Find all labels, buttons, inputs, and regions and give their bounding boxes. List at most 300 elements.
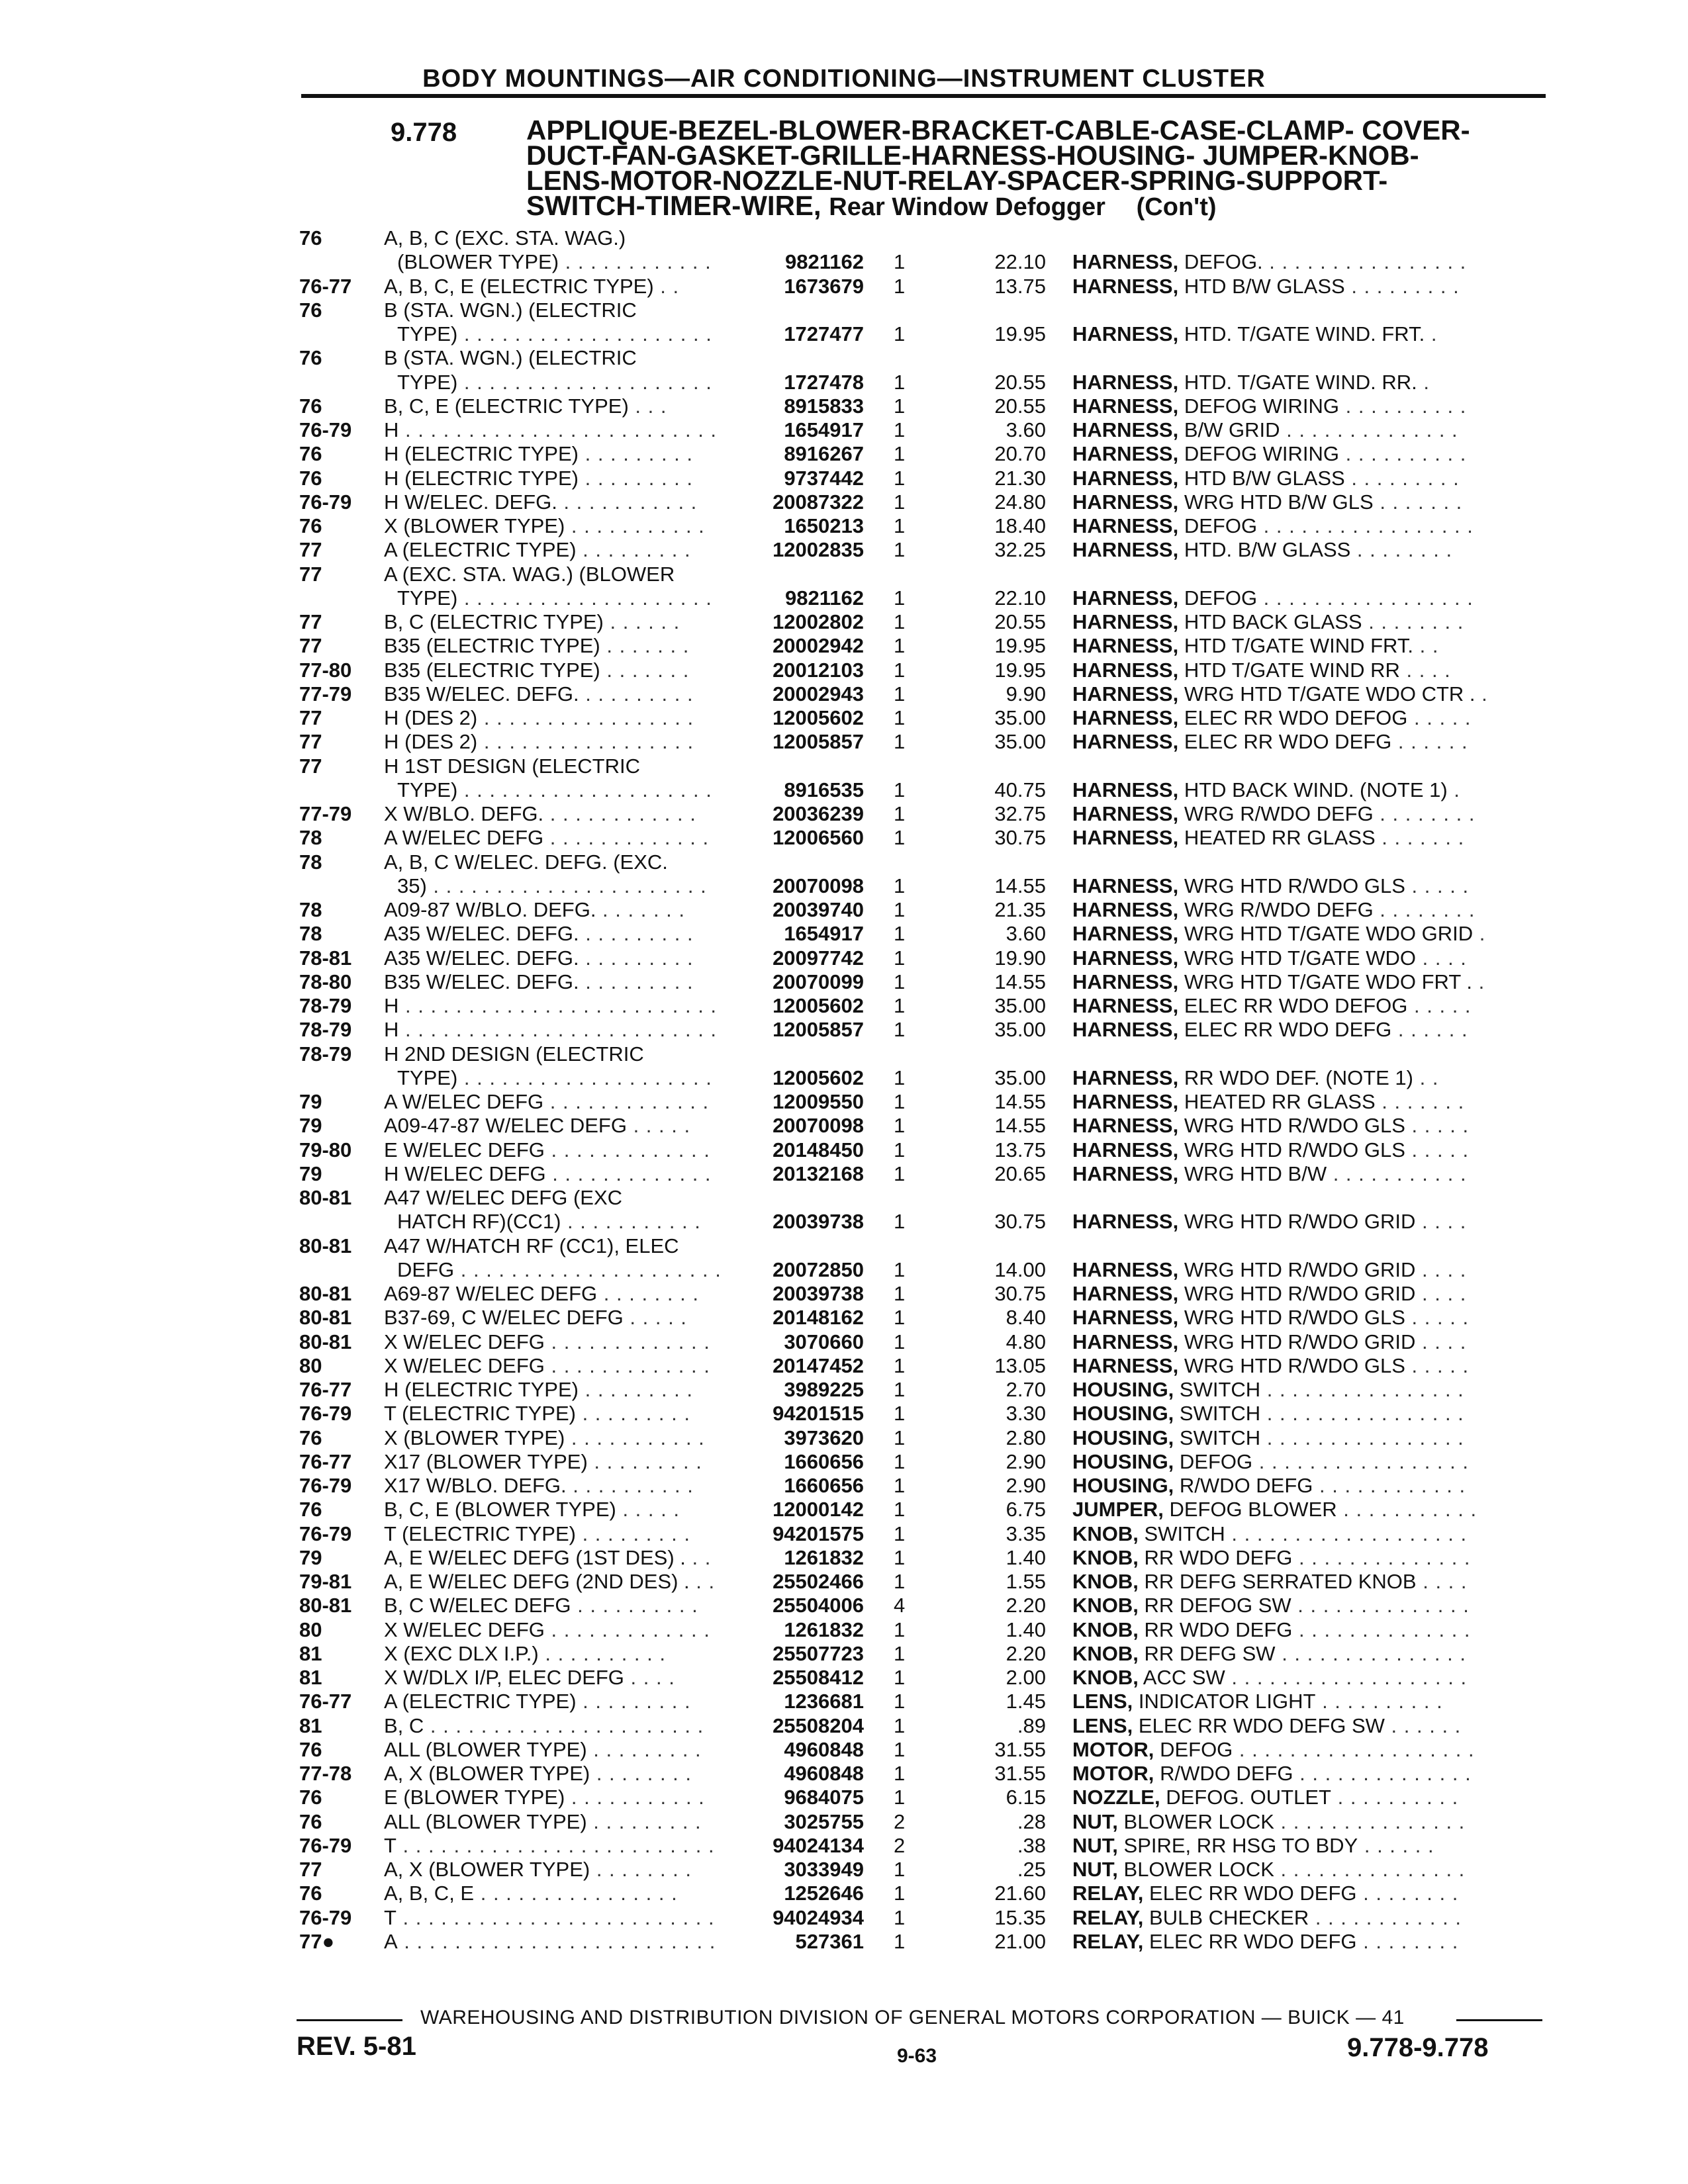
model-description-text: H (ELECTRIC TYPE): [384, 442, 579, 466]
part-detail: DEFOG WIRING: [1184, 394, 1340, 418]
model-description-text: A35 W/ELEC. DEFG.: [384, 922, 579, 946]
model-description-text: TYPE): [397, 778, 458, 801]
leader-dots: .: [1417, 370, 1430, 394]
part-name: [1072, 250, 1466, 274]
model-description: [384, 802, 696, 826]
model-description: [384, 1450, 702, 1474]
model-year: 79: [299, 1114, 322, 1138]
leader-dots: . . . . . . . . . . . . . . . . .: [1257, 586, 1474, 610]
part-noun: KNOB,: [1072, 1594, 1139, 1617]
table-row: [0, 371, 1688, 394]
quantity: 1: [894, 1161, 906, 1185]
part-number: 20148450: [773, 1138, 864, 1161]
quantity: 1: [894, 1114, 906, 1138]
model-description-text: X W/ELEC DEFG: [384, 1353, 545, 1377]
table-row: [0, 802, 1688, 826]
model-year: 80-81: [299, 1330, 352, 1353]
model-year: 77-80: [299, 658, 352, 682]
part-number: 12005857: [773, 730, 864, 754]
quantity: 1: [894, 634, 906, 658]
part-number: 3989225: [784, 1378, 864, 1401]
model-year: 79-80: [299, 1138, 352, 1161]
quantity: 1: [894, 466, 906, 490]
model-description-text: A, E W/ELEC DEFG (2ND DES) .: [384, 1570, 690, 1593]
part-detail: DEFOG WIRING: [1184, 442, 1340, 466]
model-year: 76-79: [299, 1905, 352, 1929]
table-row: [0, 1210, 1688, 1234]
list-price: 9.90: [1006, 682, 1046, 705]
table-row: [0, 275, 1688, 298]
model-year: 76: [299, 1498, 322, 1522]
model-description: [384, 1282, 699, 1306]
quantity: 1: [894, 682, 906, 705]
part-name: [1072, 1618, 1471, 1642]
model-description-text: TYPE): [397, 586, 458, 610]
leader-dots: . . . . . . .: [1375, 1090, 1465, 1113]
model-description-text: A W/ELEC DEFG: [384, 826, 544, 850]
table-row: [0, 1234, 1688, 1258]
part-number: 20070098: [773, 1114, 864, 1138]
list-price: 40.75: [994, 778, 1046, 801]
leader-dots: . . . .: [1415, 1282, 1467, 1305]
model-description: [384, 538, 691, 562]
quantity: 1: [894, 322, 906, 345]
model-year: 76-77: [299, 1449, 352, 1473]
model-description: [397, 250, 712, 274]
model-description-text: A W/ELEC DEFG: [384, 1090, 544, 1113]
table-row: [0, 1138, 1688, 1162]
model-description: [384, 490, 697, 514]
leader-dots: . . . . . . . . . . . . . . . . . . .: [1233, 1737, 1475, 1761]
part-name: [1072, 826, 1464, 850]
model-description: [384, 1594, 698, 1617]
table-row: [0, 970, 1688, 994]
model-year: 78: [299, 922, 322, 946]
model-description: [384, 1354, 710, 1378]
model-description-text: E W/ELEC DEFG: [384, 1138, 545, 1161]
quantity: 1: [894, 1474, 906, 1497]
leader-dots: . . . . . . . . . . .: [565, 1786, 705, 1809]
quantity: 1: [894, 1713, 906, 1737]
list-price: 35.00: [994, 994, 1046, 1017]
leader-dots: . . . . . . . . . . .: [557, 490, 698, 514]
leader-dots: . . . . . . . . . . . . .: [543, 1090, 710, 1113]
leader-dots: . . . . . . . . . . . . . . . . . . . . . . . . .: [399, 994, 718, 1017]
part-name: [1072, 1450, 1469, 1474]
part-name: [1072, 659, 1451, 682]
model-description-text: 35): [397, 874, 427, 897]
table-row: [0, 1186, 1688, 1210]
model-description: [397, 1258, 722, 1282]
leader-dots: . . . . . . . . . . . . . . .: [1274, 1809, 1466, 1833]
table-row: [0, 1906, 1688, 1930]
leader-dots: . . . . . . . . . .: [1339, 394, 1467, 418]
part-name: [1072, 802, 1476, 826]
part-noun: HARNESS,: [1072, 322, 1179, 345]
table-row: [0, 682, 1688, 706]
leader-dots: . . .: [628, 394, 667, 418]
model-year: 76: [299, 394, 322, 418]
table-row: [0, 1042, 1688, 1066]
part-noun: HARNESS,: [1072, 370, 1179, 394]
part-number: 1650213: [784, 514, 864, 537]
leader-dots: . . . . . .: [1391, 730, 1468, 754]
table-row: [0, 1378, 1688, 1402]
list-price: 4.80: [1006, 1330, 1046, 1353]
part-number: 20002943: [773, 682, 864, 705]
model-description: [384, 275, 679, 298]
leader-dots: . . . . . . .: [596, 898, 686, 921]
leader-dots: . . . . . . . . . . . . .: [544, 1353, 710, 1377]
part-number: 1236681: [784, 1690, 864, 1713]
list-price: 31.55: [994, 1737, 1046, 1761]
model-description: [384, 514, 705, 538]
model-description: [384, 1138, 710, 1162]
list-price: 19.95: [994, 322, 1046, 345]
part-detail: HTD T/GATE WIND RR: [1184, 658, 1400, 682]
part-name: [1072, 706, 1472, 730]
list-price: 3.60: [1006, 418, 1046, 441]
table-row: [0, 490, 1688, 514]
table-row: [0, 1258, 1688, 1282]
model-year: 81: [299, 1666, 322, 1689]
leader-dots: . . . .: [624, 1666, 675, 1689]
model-year: 76-77: [299, 1378, 352, 1401]
model-description: [384, 1882, 678, 1905]
model-description: [384, 1498, 680, 1522]
model-description: [397, 586, 712, 610]
leader-dots: . . . . . . . . . .: [1315, 1690, 1443, 1713]
part-number: 4960848: [784, 1762, 864, 1785]
model-description: [384, 826, 709, 850]
part-detail: ELEC RR WDO DEFG: [1184, 1018, 1392, 1042]
leader-dots: . . . . . . . . . . . . . . . . . . . . .: [454, 1257, 722, 1281]
part-detail: ELEC RR WDO DEFG SW: [1138, 1713, 1385, 1737]
list-price: 31.55: [994, 1762, 1046, 1785]
part-noun: HARNESS,: [1072, 1257, 1179, 1281]
model-year: 79: [299, 1161, 322, 1185]
leader-dots: . . . . . . . . . . . . . . . . . . . . . .: [426, 874, 707, 897]
leader-dots: . . . . .: [616, 1498, 680, 1522]
leader-dots: . . . . . . . . . . . . . . . . .: [1252, 1449, 1469, 1473]
leader-dots: . . . .: [1416, 1570, 1468, 1593]
part-detail: HTD T/GATE WIND FRT.: [1184, 634, 1413, 658]
part-noun: MOTOR,: [1072, 1737, 1154, 1761]
part-name: [1072, 1714, 1461, 1738]
model-description: [384, 1114, 690, 1138]
model-year: 80-81: [299, 1306, 352, 1330]
part-noun: KNOB,: [1072, 1617, 1139, 1641]
part-name: [1072, 1546, 1471, 1570]
leader-dots: . . . . . . . . . . . . . .: [1293, 1762, 1472, 1785]
quantity: 1: [894, 418, 906, 441]
list-price: 35.00: [994, 730, 1046, 754]
table-row: [0, 1090, 1688, 1114]
part-detail: HTD. T/GATE WIND. RR.: [1184, 370, 1417, 394]
part-name: [1072, 1138, 1469, 1162]
list-price: 2.20: [1006, 1641, 1046, 1665]
model-description: [384, 1762, 692, 1786]
part-number: 12002802: [773, 610, 864, 633]
part-name: [1072, 1594, 1470, 1617]
part-number: 20087322: [773, 490, 864, 514]
part-name: [1072, 1882, 1458, 1905]
model-year: 77: [299, 754, 322, 778]
model-description: [384, 1162, 712, 1186]
part-detail: RR WDO DEFG: [1144, 1617, 1293, 1641]
part-number: 20132168: [773, 1161, 864, 1185]
leader-dots: . . . . . . . . . . . . . . .: [1275, 1641, 1466, 1665]
table-row: [0, 1738, 1688, 1762]
list-price: 21.60: [994, 1882, 1046, 1905]
leader-dots: . . . . . .: [1358, 1833, 1434, 1857]
model-description-text: B, C W/ELEC DEFG: [384, 1594, 571, 1617]
part-name: [1072, 1258, 1466, 1282]
table-row: [0, 467, 1688, 490]
model-description-text: T (ELECTRIC TYPE): [384, 1522, 576, 1545]
table-row: [0, 922, 1688, 946]
quantity: 1: [894, 1545, 906, 1569]
part-detail: HTD. B/W GLASS: [1184, 538, 1351, 562]
part-noun: HARNESS,: [1072, 1138, 1179, 1161]
part-name: [1072, 610, 1464, 634]
list-price: .28: [1017, 1809, 1046, 1833]
part-noun: HARNESS,: [1072, 1066, 1179, 1089]
part-name: [1072, 275, 1460, 298]
leader-dots: . . . . .: [1405, 1306, 1470, 1330]
part-name: [1072, 1570, 1468, 1594]
model-description-text: B, C, E (ELECTRIC TYPE): [384, 394, 629, 418]
model-description-text: H W/ELEC DEFG: [384, 1161, 546, 1185]
part-noun: KNOB,: [1072, 1666, 1139, 1689]
list-price: 2.90: [1006, 1449, 1046, 1473]
leader-dots: . . . . . . . . . . . . . . . . . . . . . . . . .: [396, 1833, 715, 1857]
quantity: 1: [894, 490, 906, 514]
leader-dots: . . . . . . . . . . . . .: [544, 1138, 710, 1161]
part-detail: HTD B/W GLASS: [1184, 274, 1345, 298]
model-description: [384, 394, 667, 418]
part-name: [1072, 970, 1485, 994]
leader-dots: . . . . . . . . . . .: [1336, 1498, 1477, 1522]
model-year: 77: [299, 538, 322, 562]
part-number: 94201515: [773, 1402, 864, 1426]
leader-dots: . . . . . . . .: [1362, 610, 1464, 633]
leader-dots: . . . . . . . . . .: [571, 1594, 698, 1617]
model-description-text: TYPE): [397, 1066, 458, 1089]
model-description-text: X W/BLO. DEFG.: [384, 802, 544, 825]
leader-dots: . . . . . . . . . . . . . . . . . . .: [1225, 1522, 1468, 1545]
model-description: [384, 346, 637, 370]
model-year: 76: [299, 346, 322, 370]
leader-dots: .: [1447, 778, 1460, 801]
list-price: 2.00: [1006, 1666, 1046, 1689]
leader-dots: . . . . . . . . . . . . . . . .: [1260, 1402, 1464, 1426]
list-price: 14.55: [994, 874, 1046, 897]
list-price: 19.90: [994, 946, 1046, 970]
table-row: [0, 1522, 1688, 1546]
model-description: [384, 1522, 690, 1546]
list-price: 20.70: [994, 442, 1046, 466]
leader-dots: . . . . .: [1405, 874, 1470, 897]
leader-dots: . . . . . . . . . .: [1339, 442, 1467, 466]
model-description: [384, 922, 694, 946]
leader-dots: . . . .: [1416, 946, 1467, 970]
part-detail: SWITCH: [1179, 1426, 1261, 1449]
table-row: [0, 1330, 1688, 1354]
table-row: [0, 250, 1688, 274]
model-description-text: X (EXC DLX I.P.): [384, 1641, 539, 1665]
quantity: 1: [894, 1929, 906, 1953]
table-row: [0, 1306, 1688, 1330]
list-price: 18.40: [994, 514, 1046, 537]
model-description-text: A09-87 W/BLO. DEFG.: [384, 898, 596, 921]
quantity: 1: [894, 274, 906, 298]
part-name: [1072, 1810, 1465, 1834]
list-price: 3.35: [1006, 1522, 1046, 1545]
part-name: [1072, 394, 1466, 418]
quantity: 1: [894, 1210, 906, 1234]
part-number: 3070660: [784, 1330, 864, 1353]
leader-dots: . . . . . . . . .: [579, 922, 694, 946]
quantity: 1: [894, 1426, 906, 1449]
part-number: 9737442: [784, 466, 864, 490]
part-noun: HARNESS,: [1072, 1161, 1179, 1185]
leader-dots: . . . . . . . . .: [578, 1378, 694, 1401]
part-detail: WRG R/WDO DEFG: [1184, 898, 1374, 921]
model-description-text: H 2ND DESIGN (ELECTRIC: [384, 1042, 644, 1066]
quantity: 1: [894, 1306, 906, 1330]
leader-dots: . . . . . . . . . . .: [565, 514, 705, 537]
leader-dots: . .: [653, 274, 680, 298]
part-detail: ELEC RR WDO DEFOG: [1184, 994, 1408, 1017]
table-row: [0, 1642, 1688, 1666]
model-year: 78-80: [299, 970, 352, 993]
part-number: 94201575: [773, 1522, 864, 1545]
part-number: 12009550: [773, 1090, 864, 1113]
model-description-text: A, B, C (EXC. STA. WAG.): [384, 226, 626, 250]
leader-dots: . . . . . . . . . . . . . . . . . . . .: [457, 586, 712, 610]
model-description-text: B37-69, C W/ELEC DEFG: [384, 1306, 624, 1330]
part-noun: HARNESS,: [1072, 442, 1179, 466]
quantity: 1: [894, 1066, 906, 1089]
model-description-text: E (BLOWER TYPE): [384, 1786, 565, 1809]
part-name: [1072, 586, 1474, 610]
part-number: 20039738: [773, 1282, 864, 1305]
leader-dots: . . . .: [1415, 1257, 1467, 1281]
part-name: [1072, 371, 1430, 394]
part-noun: HARNESS,: [1072, 682, 1179, 705]
leader-dots: . . . . . . . . . . .: [565, 1426, 705, 1449]
model-year: 76: [299, 466, 322, 490]
quantity: 1: [894, 1090, 906, 1113]
part-name: [1072, 1354, 1469, 1378]
section-title-line: DUCT-FAN-GASKET-GRILLE-HARNESS-HOUSING- JUMPER-KNOB-: [526, 140, 1419, 171]
model-description-text: A (EXC. STA. WAG.) (BLOWER: [384, 562, 675, 586]
leader-dots: . . . . . . . . .: [579, 970, 694, 993]
part-name: [1072, 1498, 1477, 1522]
part-number: 9821162: [785, 250, 864, 274]
model-description: [384, 659, 689, 682]
part-detail: WRG HTD R/WDO GLS: [1184, 1114, 1405, 1138]
model-description-text: A, B, C W/ELEC. DEFG. (EXC.: [384, 850, 668, 874]
part-detail: RR DEFG SERRATED KNOB: [1144, 1570, 1417, 1593]
part-number: 20097742: [773, 946, 864, 970]
model-description-text: ALL (BLOWER TYPE): [384, 1737, 587, 1761]
quantity: 1: [894, 1786, 906, 1809]
part-number: 3973620: [784, 1426, 864, 1449]
part-detail: HEATED RR GLASS: [1184, 1090, 1376, 1113]
part-noun: HARNESS,: [1072, 730, 1179, 754]
list-price: 21.35: [994, 898, 1046, 921]
table-row: [0, 442, 1688, 466]
model-description-text: B35 W/ELEC. DEFG.: [384, 682, 579, 705]
list-price: 2.90: [1006, 1474, 1046, 1497]
part-name: [1072, 1522, 1467, 1546]
model-description: [384, 226, 626, 250]
leader-dots: . . . . . . . .: [1356, 1882, 1459, 1905]
section-title-line: APPLIQUE-BEZEL-BLOWER-BRACKET-CABLE-CASE-CLAMP- COVER-: [526, 114, 1470, 146]
part-number: 20039738: [773, 1210, 864, 1234]
part-name: [1072, 1402, 1464, 1426]
leader-dots: . . . . . . . . . . . . . . . . . . . .: [457, 370, 712, 394]
part-noun: HARNESS,: [1072, 514, 1179, 537]
list-price: 3.60: [1006, 922, 1046, 946]
list-price: 14.55: [994, 970, 1046, 993]
model-description-text: H (DES 2): [384, 706, 478, 729]
part-noun: HARNESS,: [1072, 1090, 1179, 1113]
leader-dots: . . . . . . . . . . . . . .: [1292, 1545, 1471, 1569]
list-price: 14.00: [994, 1257, 1046, 1281]
model-description-text: H: [384, 418, 399, 441]
part-number: 1727478: [784, 370, 864, 394]
section-title-cont: (Con't): [1136, 193, 1217, 221]
model-description: [384, 1618, 710, 1642]
model-description: [384, 1306, 687, 1330]
part-name: [1072, 1162, 1467, 1186]
model-description: [397, 1210, 701, 1234]
leader-dots: .: [1425, 322, 1438, 345]
model-year: 78-81: [299, 946, 352, 970]
part-noun: HARNESS,: [1072, 802, 1179, 825]
model-description-text: T: [384, 1833, 397, 1857]
model-year: 81: [299, 1641, 322, 1665]
part-detail: WRG HTD T/GATE WDO GRID: [1184, 922, 1474, 946]
model-year: 76: [299, 298, 322, 322]
leader-dots: . . . . . . . . . . . .: [1309, 1905, 1462, 1929]
part-number: 25508204: [773, 1713, 864, 1737]
quantity: 1: [894, 1858, 906, 1881]
model-year: 79: [299, 1090, 322, 1113]
part-name: [1072, 898, 1476, 922]
model-description: [397, 778, 712, 802]
part-number: 1727477: [784, 322, 864, 345]
quantity: 1: [894, 706, 906, 729]
model-description-text: H (ELECTRIC TYPE): [384, 1378, 579, 1401]
list-price: 14.55: [994, 1090, 1046, 1113]
list-price: 21.00: [994, 1929, 1046, 1953]
model-description-text: B35 W/ELEC. DEFG.: [384, 970, 579, 993]
leader-dots: . . . . . . . . .: [578, 442, 694, 466]
part-detail: SPIRE, RR HSG TO BDY: [1123, 1833, 1358, 1857]
leader-dots: . . . . . . . . . .: [538, 1641, 666, 1665]
part-detail: SWITCH: [1179, 1402, 1261, 1426]
model-description: [384, 1018, 717, 1042]
list-price: 30.75: [994, 1282, 1046, 1305]
part-detail: HEATED RR GLASS: [1184, 826, 1376, 850]
part-detail: HTD BACK WIND. (NOTE 1): [1184, 778, 1448, 801]
part-name: [1072, 874, 1469, 898]
part-noun: HARNESS,: [1072, 1353, 1179, 1377]
